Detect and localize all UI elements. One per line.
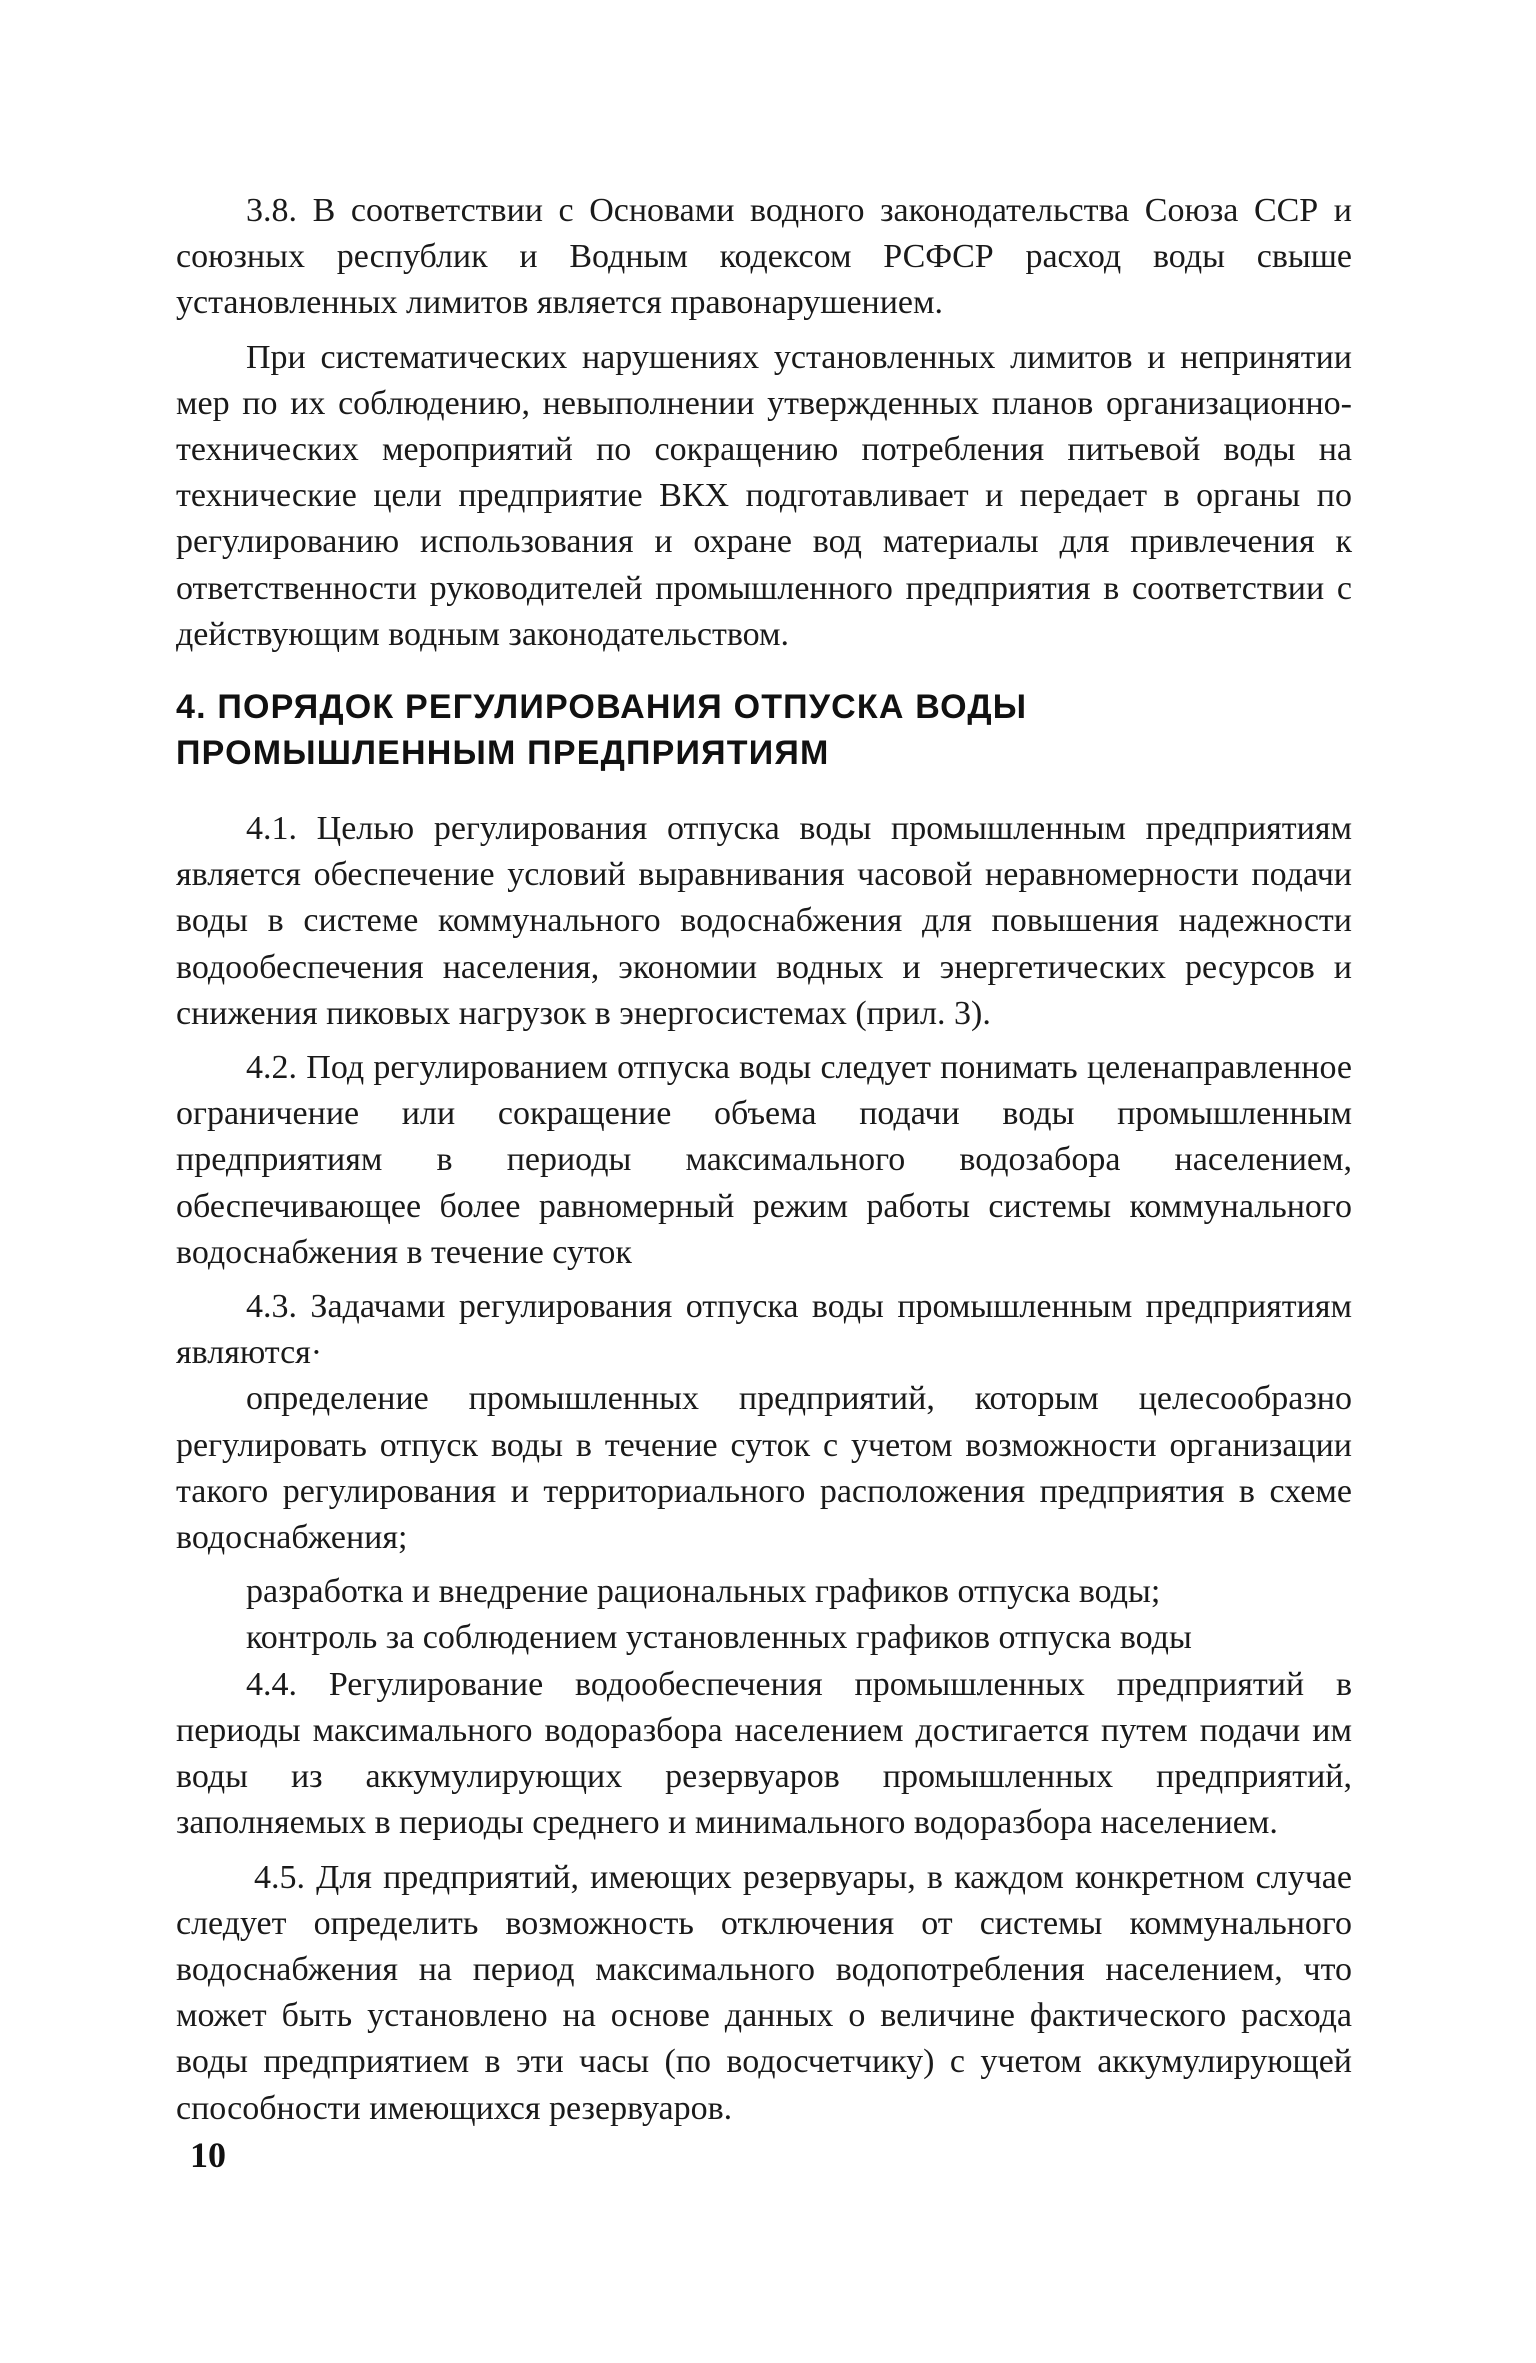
paragraph-4-3-item-2: разработка и внедрение рациональных графиков отпуска воды; [246,1573,1161,1611]
paragraph-3-8: 3.8. В соответствии с Основами водного законодательства Союза ССР и союзных республик и Водным кодексом РСФСР расход воды свыше установленных лимитов является правонарушением. [176,192,1352,322]
paragraph-4-4: 4.4. Регулирование водообеспечения промышленных предприятий в периоды максимального водоразбора населением достигается путем подачи им воды из аккумулирующих резервуаров промышленных предприятий, заполняемых в периоды среднего и минимального водоразбора населением. [176,1665,1352,1842]
section-4-heading-line-2: ПРОМЫШЛЕННЫМ ПРЕДПРИЯТИЯМ [176,734,830,773]
paragraph-4-3: 4.3. Задачами регулирования отпуска воды промышленным предприятиям являются· [176,1288,1352,1372]
paragraph-4-3-item-3: контроль за соблюдением установленных графиков отпуска воды [246,1619,1192,1657]
paragraph-4-3-item-1: определение промышленных предприятий, которым целесообразно регулировать отпуск воды в течение суток с учетом возможности организации такого регулирования и территориального расположения предприятия в схеме водоснабжения; [176,1380,1352,1557]
paragraph-4-2: 4.2. Под регулированием отпуска воды следует понимать целенаправленное ограничение или сокращение объема подачи воды промышленным предприятиям в периоды максимального водозабора населением, обеспечивающее более равномерный режим работы системы коммунального водоснабжения в течение суток [176,1049,1352,1271]
paragraph-4-5: 4.5. Для предприятий, имеющих резервуары, в каждом конкретном случае следует определить возможность отключения от системы коммунального водоснабжения на период максимального водопотребления населением, что может быть установлено на основе данных о величине фактического расхода воды предприятием в эти часы (по водосчетчику) с учетом аккумулирующей способности имеющихся резервуаров. [176,1858,1352,2127]
paragraph-4-1: 4.1. Целью регулирования отпуска воды промышленным предприятиям является обеспечение условий выравнивания часовой неравномерности подачи воды в системе коммунального водоснабжения для повышения надежности водообеспечения населения, экономии водных и энергетических ресурсов и снижения пиковых нагрузок в энергосистемах (прил. 3). [176,810,1352,1032]
section-4-heading-line-1: 4. ПОРЯДОК РЕГУЛИРОВАНИЯ ОТПУСКА ВОДЫ [176,688,1028,727]
page-content [176,188,1352,2132]
page-number: 10 [190,2135,226,2175]
paragraph-3-8-violations: При систематических нарушениях установленных лимитов и непринятии мер по их соблюдению, невыполнении утвержденных планов организационно-технических мероприятий по сокращению потребления питьевой воды на технические цели предприятие ВКХ подготавливает и передает в органы по регулированию использования и охране вод материалы для привлечения к ответственности руководителей промышленного предприятия в соответствии с действующим водным законодательством. [176,338,1352,653]
section-4-heading [176,684,1352,776]
